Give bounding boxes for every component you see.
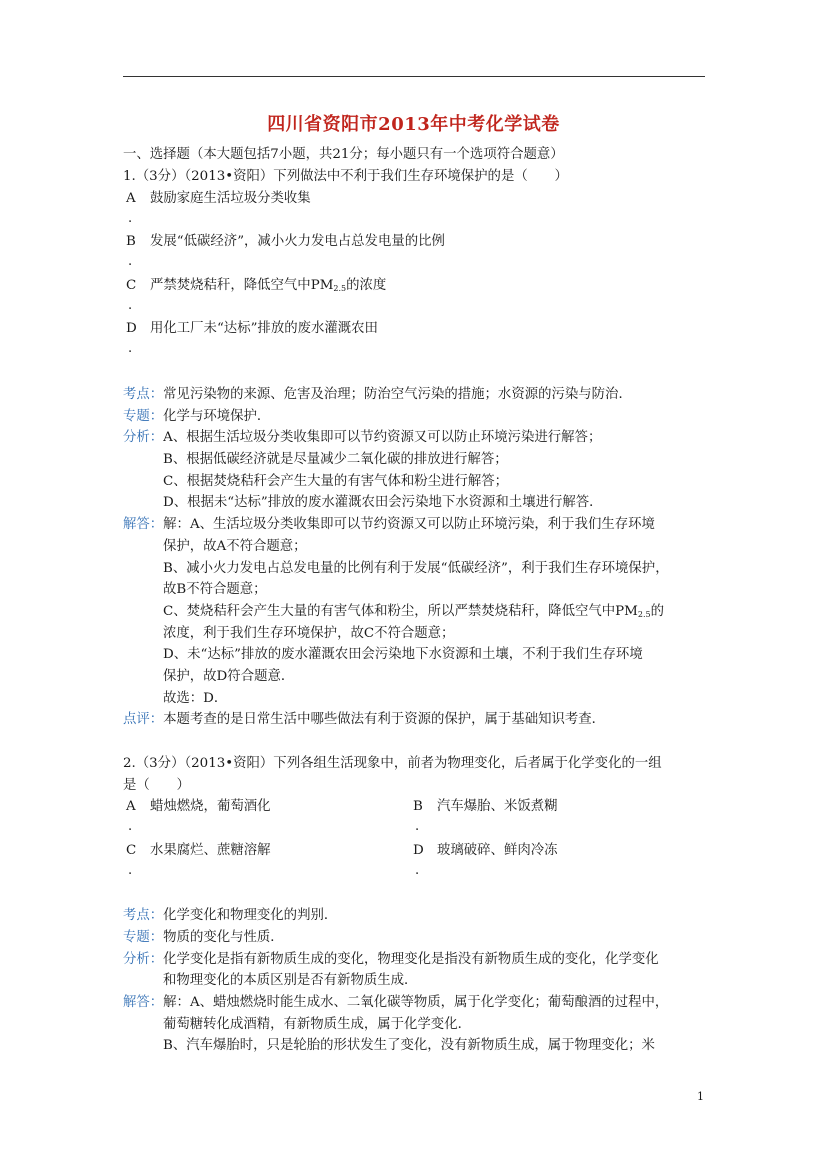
q1-fenxi-line: B、根据低碳经济就是尽量减少二氧化碳的排放进行解答；	[163, 452, 508, 467]
q1-option-d-text: 用化工厂未“达标”排放的废水灌溉农田	[150, 321, 378, 336]
q1-option-c-key: C	[126, 278, 137, 293]
q2-stem: 2.（3分）（2013•资阳）下列各组生活现象中，前者为物理变化，后者属于化学变化的一组	[123, 756, 662, 771]
q1-option-c-tail: 的浓度	[346, 278, 387, 293]
q2-option-b-key: B	[413, 799, 423, 814]
q1-option-b-text: 发展“低碳经济”，减小火力发电占总发电量的比例	[150, 234, 445, 249]
q1-option-d-dot: .	[128, 341, 133, 356]
q1-jieda-pm: $PM_{2.5}$	[615, 604, 651, 619]
header-rule	[123, 76, 705, 77]
section-heading: 一、选择题（本大题包括7小题，共21分；每小题只有一个选项符合题意）	[123, 147, 564, 162]
q1-option-a-text: 鼓励家庭生活垃圾分类收集	[150, 191, 311, 206]
q1-answer: 故选：D．	[163, 691, 228, 706]
q1-dianping: 点评：本题考查的是日常生活中哪些做法有利于资源的保护，属于基础知识考查．	[123, 712, 606, 727]
q2-option-c-key: C	[126, 843, 137, 858]
q1-stem: 1.（3分）（2013•资阳）下列做法中不利于我们生存环境保护的是（ ）	[123, 169, 568, 184]
q2-jieda-line: B、汽车爆胎时，只是轮胎的形状发生了变化，没有新物质生成，属于物理变化；米	[163, 1038, 655, 1053]
q2-option-c-text: 水果腐烂、蔗糖溶解	[150, 843, 271, 858]
q2-kaodian: 考点：化学变化和物理变化的判别．	[123, 908, 338, 923]
q1-option-a-key: A	[126, 191, 136, 206]
q2-jieda: 解答：解：A、蜡烛燃烧时能生成水、二氧化碳等物质，属于化学变化；葡萄酿酒的过程中，	[123, 995, 669, 1010]
q1-kaodian: 考点：常见污染物的来源、危害及治理；防治空气污染的措施；水资源的污染与防治．	[123, 387, 632, 402]
q1-fenxi-line: C、根据焚烧秸秆会产生大量的有害气体和粉尘进行解答；	[163, 474, 509, 489]
q1-jieda-line: B、减小火力发电占总发电量的比例有利于发展“低碳经济”，利于我们生存环境保护，	[163, 561, 669, 576]
q1-jieda-line: 保护，故D符合题意．	[163, 669, 295, 684]
q1-jieda-line: D、未“达标”排放的废水灌溉农田会污染地下水资源和土壤，不利于我们生存环境	[163, 647, 643, 662]
q1-option-c-text	[150, 277, 386, 298]
q2-option-b-text: 汽车爆胎、米饭煮糊	[437, 799, 558, 814]
page-number: 1	[697, 1090, 704, 1103]
q2-zhuanti: 专题：物质的变化与性质．	[123, 930, 284, 945]
q1-option-c-main: 严禁焚烧秸秆，降低空气中	[150, 278, 311, 293]
q2-option-c-dot: .	[128, 863, 133, 878]
q2-option-a-key: A	[126, 799, 136, 814]
q2-option-b-dot: .	[415, 819, 420, 834]
q2-option-d-key: D	[413, 843, 424, 858]
q1-zhuanti: 专题：化学与环境保护．	[123, 409, 271, 424]
q1-jieda-line: 故B不符合题意；	[163, 582, 267, 597]
q2-fenxi-line: 和物理变化的本质区别是否有新物质生成．	[163, 973, 418, 988]
q1-jieda-line: 浓度，利于我们生存环境保护，故C不符合题意；	[163, 626, 455, 641]
q1-jieda: 解答：解：A、生活垃圾分类收集即可以节约资源又可以防止环境污染，利于我们生存环境	[123, 517, 655, 532]
q1-option-d-key: D	[126, 321, 137, 336]
q2-option-d-dot: .	[415, 863, 420, 878]
q2-option-a-dot: .	[128, 819, 133, 834]
page-title: 四川省资阳市2013年中考化学试卷	[267, 114, 560, 135]
q1-jieda-line: C、焚烧秸秆会产生大量的有害气体和粉尘，所以严禁焚烧秸秆，降低空气中$PM_{2.5}$的	[163, 604, 664, 619]
q2-option-d-text: 玻璃破碎、鲜肉冷冻	[437, 843, 558, 858]
q2-stem-cont: 是（ ）	[123, 778, 190, 793]
q1-fenxi-line: D、根据未“达标”排放的废水灌溉农田会污染地下水资源和土壤进行解答．	[163, 495, 603, 510]
q1-option-b-key: B	[126, 234, 136, 249]
q1-option-c-pm: $PM_{2.5}$	[310, 278, 347, 293]
q2-option-a-text: 蜡烛燃烧，葡萄酒化	[150, 799, 271, 814]
q1-option-b-dot: .	[128, 254, 133, 269]
q1-fenxi: 分析：A、根据生活垃圾分类收集即可以节约资源又可以防止环境污染进行解答；	[123, 430, 602, 445]
q2-jieda-line: 葡萄糖转化成酒精，有新物质生成，属于化学变化．	[163, 1017, 471, 1032]
q2-fenxi: 分析：化学变化是指有新物质生成的变化，物理变化是指没有新物质生成的变化，化学变化	[123, 952, 659, 967]
q1-option-c-dot: .	[128, 298, 133, 313]
q1-option-a-dot: .	[128, 211, 133, 226]
q1-jieda-line: 保护，故A不符合题意；	[163, 539, 307, 554]
